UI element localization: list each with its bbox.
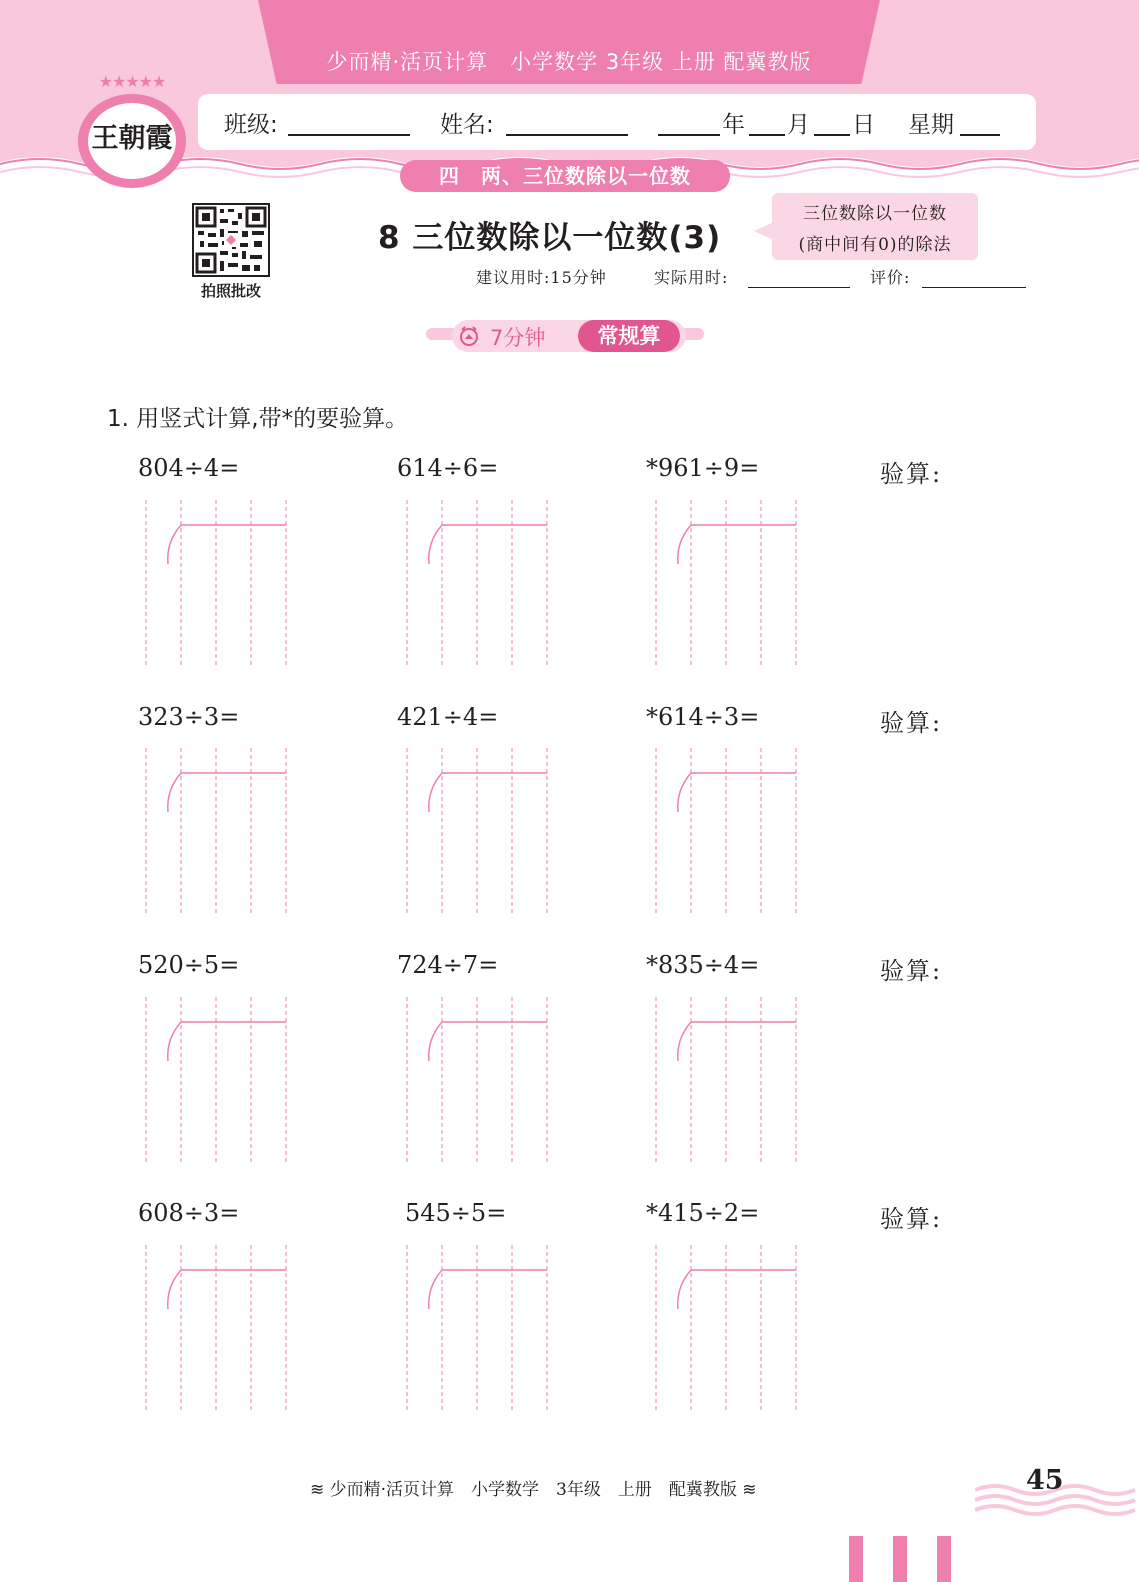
division-bracket [429, 1022, 442, 1061]
division-work-box[interactable] [656, 997, 796, 1165]
division-work-box[interactable] [656, 500, 796, 668]
division-work-box[interactable] [407, 1245, 547, 1413]
division-work-box[interactable] [146, 748, 286, 916]
qr-label: 拍照批改 [200, 282, 261, 300]
division-work-box[interactable] [146, 500, 286, 668]
problem: 614÷6= [397, 454, 499, 482]
timer-text: 7分钟 [490, 326, 546, 350]
division-bracket [429, 525, 442, 564]
year-field[interactable] [658, 134, 720, 136]
problem: 804÷4= [138, 454, 240, 482]
name-label: 姓名: [440, 112, 494, 138]
division-work-box[interactable] [407, 997, 547, 1165]
division-bracket [168, 1022, 181, 1061]
division-work-box[interactable] [407, 500, 547, 668]
division-bracket [678, 525, 691, 564]
problem: *415÷2= [646, 1199, 760, 1227]
division-bracket [678, 1270, 691, 1309]
check-label: 验算: [880, 1205, 943, 1233]
logo-text: 王朝霞 [91, 123, 173, 154]
weekday-field[interactable] [960, 134, 1000, 136]
student-info-bar [198, 94, 1036, 150]
timer-badge: 常规算 [578, 320, 680, 352]
division-bracket [678, 1022, 691, 1061]
actual-time-label: 实际用时: [654, 268, 729, 287]
check-label: 验算: [880, 460, 943, 488]
callout-pointer [754, 222, 774, 240]
class-label: 班级: [224, 112, 278, 138]
division-work-box[interactable] [656, 1245, 796, 1413]
division-bracket [168, 1270, 181, 1309]
division-bracket [168, 525, 181, 564]
year-label: 年 [722, 112, 745, 138]
problem: 421÷4= [397, 703, 499, 731]
day-label: 日 [852, 112, 875, 138]
problem: 608÷3= [138, 1199, 240, 1227]
division-bracket [429, 1270, 442, 1309]
day-field[interactable] [814, 134, 850, 136]
footer-text: ≋ 少而精·活页计算 小学数学 3年级 上册 配冀教版 ≋ [310, 1480, 757, 1500]
problem: *614÷3= [646, 703, 760, 731]
topic-callout [772, 193, 978, 260]
problem: *835÷4= [646, 951, 760, 979]
problem: 520÷5= [138, 951, 240, 979]
brand-logo [78, 72, 186, 188]
question-title: 1. 用竖式计算,带*的要验算。 [107, 406, 409, 432]
alarm-clock-icon [458, 325, 480, 347]
callout-line-1: 三位数除以一位数 [803, 204, 947, 224]
edge-tab [849, 1536, 863, 1582]
edge-tab [893, 1536, 907, 1582]
check-label: 验算: [880, 709, 943, 737]
problem: 724÷7= [397, 951, 499, 979]
actual-time-field[interactable] [748, 287, 850, 288]
logo-stars-icon: ★★★★★ [98, 72, 166, 91]
suggested-time: 建议用时:15分钟 [476, 268, 607, 287]
class-field[interactable] [288, 134, 410, 136]
month-label: 月 [787, 112, 810, 138]
page-number: 45 [1026, 1465, 1064, 1496]
problem: 545÷5= [405, 1199, 507, 1227]
division-work-box[interactable] [407, 748, 547, 916]
division-bracket [429, 773, 442, 812]
evaluation-field[interactable] [922, 287, 1026, 288]
division-work-box[interactable] [146, 1245, 286, 1413]
callout-line-2: (商中间有0)的除法 [798, 235, 952, 255]
series-title: 少而精·活页计算 小学数学 3年级 上册 配冀教版 [326, 50, 812, 74]
month-field[interactable] [749, 134, 785, 136]
qr-code-icon[interactable] [192, 203, 270, 277]
lesson-title: 8 三位数除以一位数(3) [378, 220, 722, 256]
division-bracket [168, 773, 181, 812]
evaluation-label: 评价: [870, 268, 911, 287]
problem: 323÷3= [138, 703, 240, 731]
division-work-box[interactable] [146, 997, 286, 1165]
problem: *961÷9= [646, 454, 760, 482]
check-label: 验算: [880, 957, 943, 985]
division-bracket [678, 773, 691, 812]
name-field[interactable] [506, 134, 628, 136]
weekday-label: 星期 [908, 112, 954, 138]
division-work-box[interactable] [656, 748, 796, 916]
unit-title: 四 两、三位数除以一位数 [400, 160, 730, 192]
edge-tab [937, 1536, 951, 1582]
